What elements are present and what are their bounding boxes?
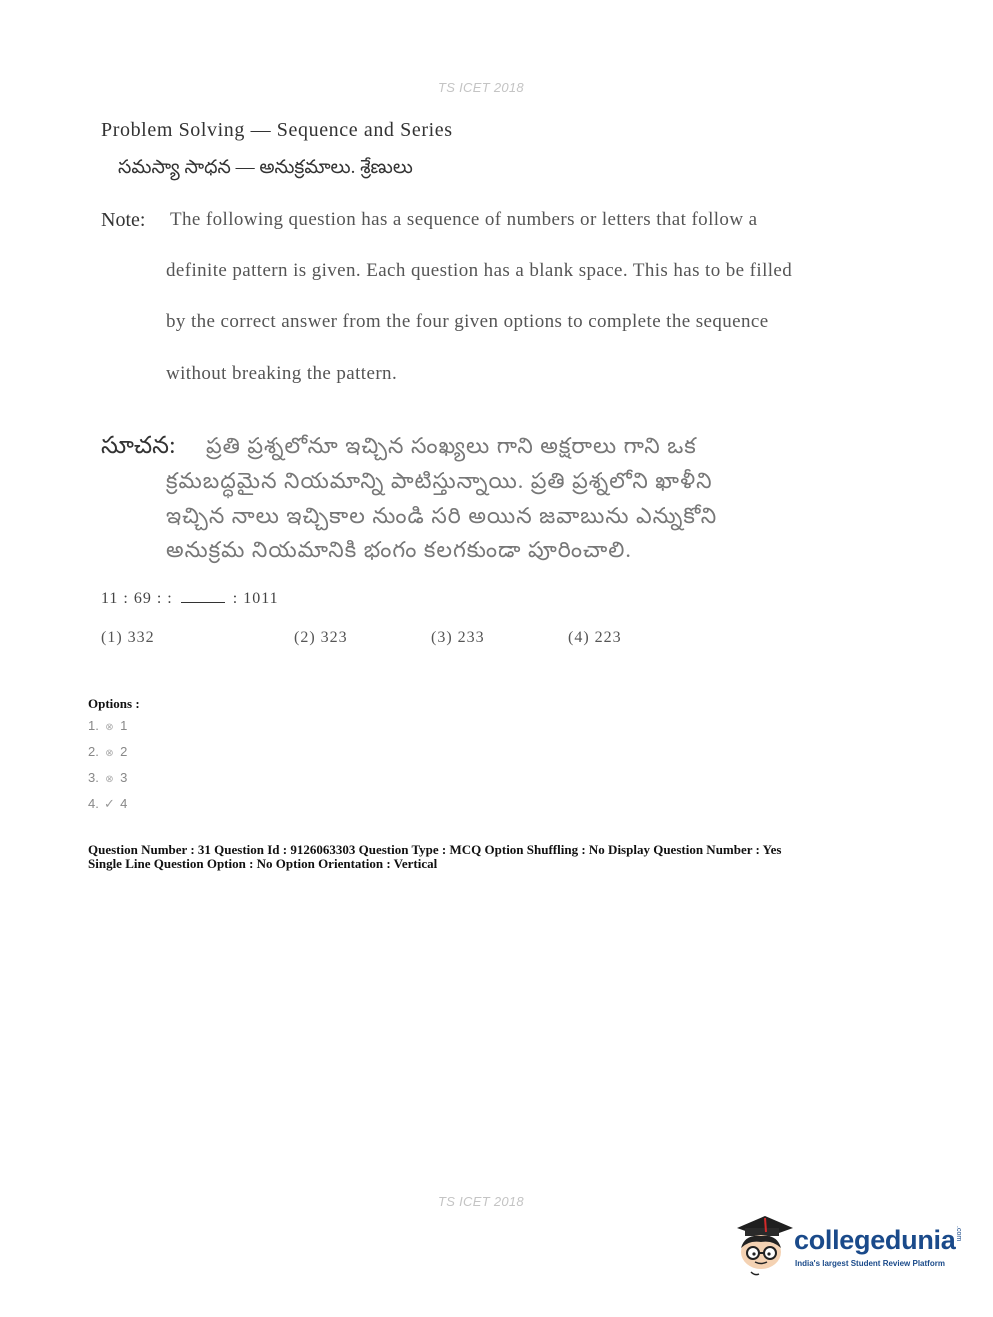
incorrect-mark-icon: ⊗ [105, 748, 114, 759]
note-line: without breaking the pattern. [166, 363, 398, 384]
option-row [88, 744, 127, 759]
note-line: by the correct answer from the four given options to complete the sequence [166, 311, 769, 332]
watermark-bottom: TS ICET 2018 [438, 1194, 524, 1209]
question-left: 11 : 69 : : [101, 590, 173, 607]
answer-choice-3: (3) 233 [431, 629, 485, 646]
option-number: 2. [88, 744, 99, 759]
section-heading-telugu: సమస్యా సాధన — అనుక్రమాలు. శ్రేణులు [118, 157, 413, 178]
incorrect-mark-icon: ⊗ [105, 722, 114, 733]
option-row [88, 718, 127, 733]
option-value: 4 [120, 796, 128, 811]
question-meta-line-1: Question Number : 31 Question Id : 9126063303 Question Type : MCQ Option Shuffling : No Display Question Number : Yes [88, 842, 782, 857]
telugu-note-label: సూచన: [101, 433, 176, 459]
collegedunia-logo [733, 1208, 963, 1282]
option-value: 2 [120, 744, 128, 759]
telugu-note-line: క్రమబద్ధమైన నియమాన్ని పాటిస్తున్నాయి. ప్రతి ప్రశ్నలోని ఖాళీని [166, 468, 713, 493]
answer-blank [181, 588, 225, 603]
option-value: 1 [120, 718, 128, 733]
options-title: Options : [88, 696, 140, 711]
option-number: 3. [88, 770, 99, 785]
logo-tagline: India's largest Student Review Platform [795, 1259, 945, 1268]
option-number: 4. [88, 796, 99, 811]
option-value: 3 [120, 770, 128, 785]
watermark-top: TS ICET 2018 [438, 80, 524, 95]
option-row [88, 770, 127, 785]
logo-suffix: .com [955, 1226, 962, 1242]
note-line: The following question has a sequence of numbers or letters that follow a [170, 209, 758, 230]
check-mark-icon: ✓ [104, 796, 115, 811]
section-heading-english: Problem Solving — Sequence and Series [101, 119, 453, 141]
note-label: Note: [101, 209, 146, 231]
incorrect-mark-icon: ⊗ [105, 774, 114, 785]
option-number: 1. [88, 718, 99, 733]
note-line: definite pattern is given. Each question has a blank space. This has to be filled [166, 260, 793, 281]
telugu-note-line: అనుక్రమ నియమానికి భంగం కలగకుండా పూరించాలి. [166, 537, 632, 562]
answer-choice-4: (4) 223 [568, 629, 622, 646]
telugu-note-line: ప్రతి ప్రశ్నలోనూ ఇచ్చిన సంఖ్యలు గాని అక్షరాలు గాని ఒక [206, 433, 697, 458]
answer-choice-1: (1) 332 [101, 629, 155, 646]
question-right: : 1011 [232, 590, 279, 607]
logo-wordmark: collegedunia [794, 1225, 956, 1255]
mascot-icon [733, 1210, 793, 1280]
question-meta-line-2: Single Line Question Option : No Option Orientation : Vertical [88, 856, 438, 871]
telugu-note-line: ఇచ్చిన నాలు ఇచ్చికాల నుండి సరి అయిన జవాబును ఎన్నుకోని [166, 503, 718, 528]
question-text [101, 588, 279, 608]
answer-choice-2: (2) 323 [294, 629, 348, 646]
option-row [88, 796, 127, 812]
